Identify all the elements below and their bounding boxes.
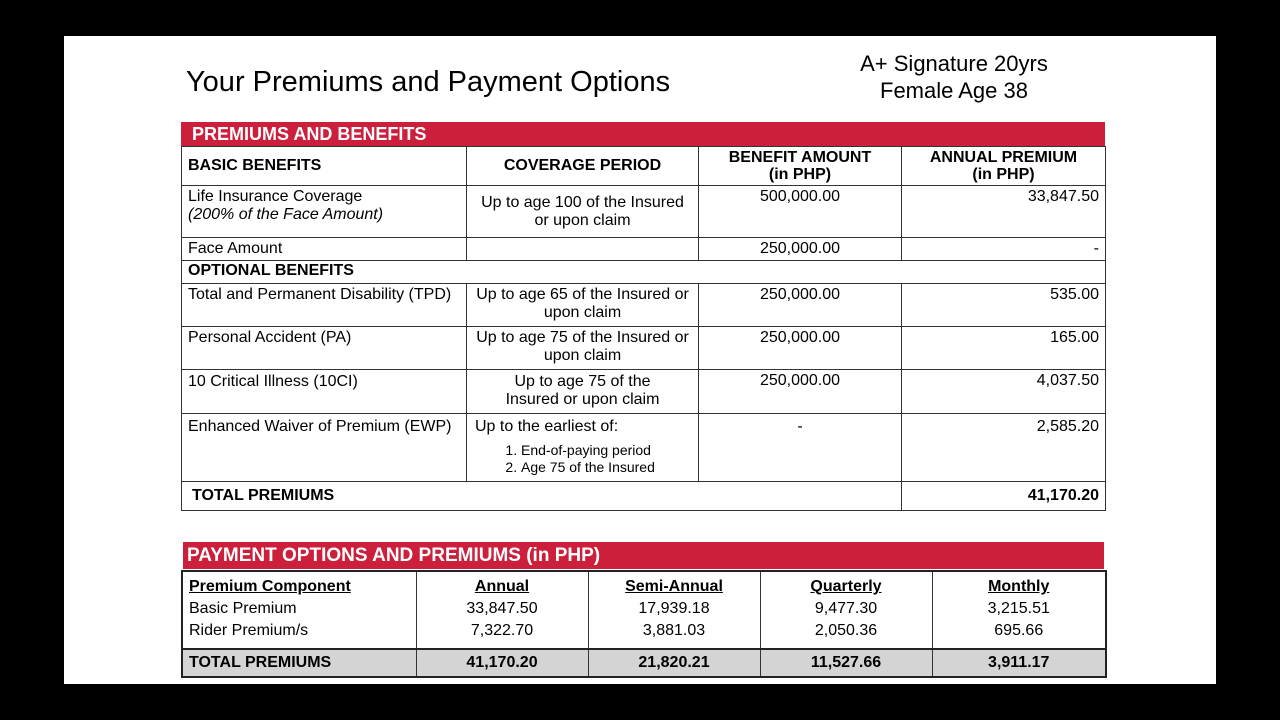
premiums-benefits-heading: PREMIUMS AND BENEFITS (181, 122, 1105, 146)
component-label: Rider Premium/s (182, 620, 416, 649)
section-row (182, 261, 1106, 284)
coverage-period: Up to age 75 of the Insured or upon claim (467, 370, 699, 414)
coverage-period (467, 414, 699, 482)
total-row (182, 482, 1106, 511)
col-annual-premium-line2: (in PHP) (972, 166, 1035, 183)
life-coverage-label: Life Insurance Coverage (188, 188, 363, 205)
table-row (182, 620, 1106, 649)
total-row (182, 649, 1106, 677)
semi-annual-value: 17,939.18 (588, 598, 760, 620)
benefit-name: 10 Critical Illness (10CI) (182, 370, 467, 414)
list-item: 2. Age 75 of the Insured (521, 459, 690, 476)
annual-premium: - (902, 238, 1106, 261)
col-annual-premium-line1: ANNUAL PREMIUM (929, 149, 1078, 166)
premiums-benefits-table (181, 146, 1106, 511)
col-benefit-amount (699, 147, 902, 186)
slide (64, 36, 1216, 684)
coverage-period (467, 238, 699, 261)
annual-premium: 165.00 (902, 327, 1106, 370)
coverage-period: Up to age 65 of the Insured or upon claim (467, 284, 699, 327)
page-title: Your Premiums and Payment Options (186, 66, 671, 98)
table-row (182, 238, 1106, 261)
col-premium-component: Premium Component (182, 571, 416, 598)
benefit-name: Enhanced Waiver of Premium (EWP) (182, 414, 467, 482)
ewp-coverage-intro: Up to the earliest of: (475, 418, 619, 435)
benefit-name: Face Amount (182, 238, 467, 261)
table-row (182, 414, 1106, 482)
benefit-amount: 500,000.00 (699, 186, 902, 238)
col-benefit-amount-line1: BENEFIT AMOUNT (728, 149, 872, 166)
table-row (182, 370, 1106, 414)
col-basic-benefits: BASIC BENEFITS (182, 147, 467, 186)
coverage-period: Up to age 100 of the Insured or upon claim (467, 186, 699, 238)
benefit-name: Personal Accident (PA) (182, 327, 467, 370)
monthly-value: 695.66 (932, 620, 1106, 649)
total-premiums-label: TOTAL PREMIUMS (182, 649, 416, 677)
payment-options-table (181, 570, 1107, 678)
table-row (182, 186, 1106, 238)
annual-premium: 2,585.20 (902, 414, 1106, 482)
ewp-coverage-list (475, 442, 690, 476)
monthly-value: 3,215.51 (932, 598, 1106, 620)
semi-annual-value: 3,881.03 (588, 620, 760, 649)
table-row (182, 598, 1106, 620)
total-premiums-value: 41,170.20 (902, 482, 1106, 511)
quarterly-value: 2,050.36 (760, 620, 932, 649)
list-item: 1. End-of-paying period (521, 442, 690, 459)
plan-subtitle (834, 50, 1074, 104)
annual-total: 41,170.20 (416, 649, 588, 677)
col-monthly: Monthly (932, 571, 1106, 598)
table-header-row (182, 147, 1106, 186)
benefit-name: Total and Permanent Disability (TPD) (182, 284, 467, 327)
annual-value: 7,322.70 (416, 620, 588, 649)
annual-value: 33,847.50 (416, 598, 588, 620)
quarterly-total: 11,527.66 (760, 649, 932, 677)
col-coverage-period: COVERAGE PERIOD (467, 147, 699, 186)
benefit-amount: 250,000.00 (699, 327, 902, 370)
insured-profile: Female Age 38 (880, 78, 1028, 103)
quarterly-value: 9,477.30 (760, 598, 932, 620)
coverage-period: Up to age 75 of the Insured or upon claim (467, 327, 699, 370)
col-semi-annual: Semi-Annual (588, 571, 760, 598)
col-quarterly: Quarterly (760, 571, 932, 598)
annual-premium: 535.00 (902, 284, 1106, 327)
benefit-amount: 250,000.00 (699, 284, 902, 327)
col-annual: Annual (416, 571, 588, 598)
life-coverage-note: (200% of the Face Amount) (188, 206, 384, 223)
annual-premium: 4,037.50 (902, 370, 1106, 414)
annual-premium: 33,847.50 (902, 186, 1106, 238)
component-label: Basic Premium (182, 598, 416, 620)
plan-name: A+ Signature 20yrs (860, 51, 1048, 76)
monthly-total: 3,911.17 (932, 649, 1106, 677)
benefit-amount: 250,000.00 (699, 238, 902, 261)
col-benefit-amount-line2: (in PHP) (768, 166, 832, 183)
benefit-amount: 250,000.00 (699, 370, 902, 414)
payment-options-heading: PAYMENT OPTIONS AND PREMIUMS (in PHP) (183, 542, 1104, 569)
benefit-amount: - (699, 414, 902, 482)
table-row (182, 327, 1106, 370)
table-row (182, 284, 1106, 327)
table-header-row (182, 571, 1106, 598)
optional-benefits-heading: OPTIONAL BENEFITS (182, 261, 1106, 284)
benefit-name (182, 186, 467, 238)
col-annual-premium (902, 147, 1106, 186)
total-premiums-label: TOTAL PREMIUMS (182, 482, 902, 511)
semi-annual-total: 21,820.21 (588, 649, 760, 677)
